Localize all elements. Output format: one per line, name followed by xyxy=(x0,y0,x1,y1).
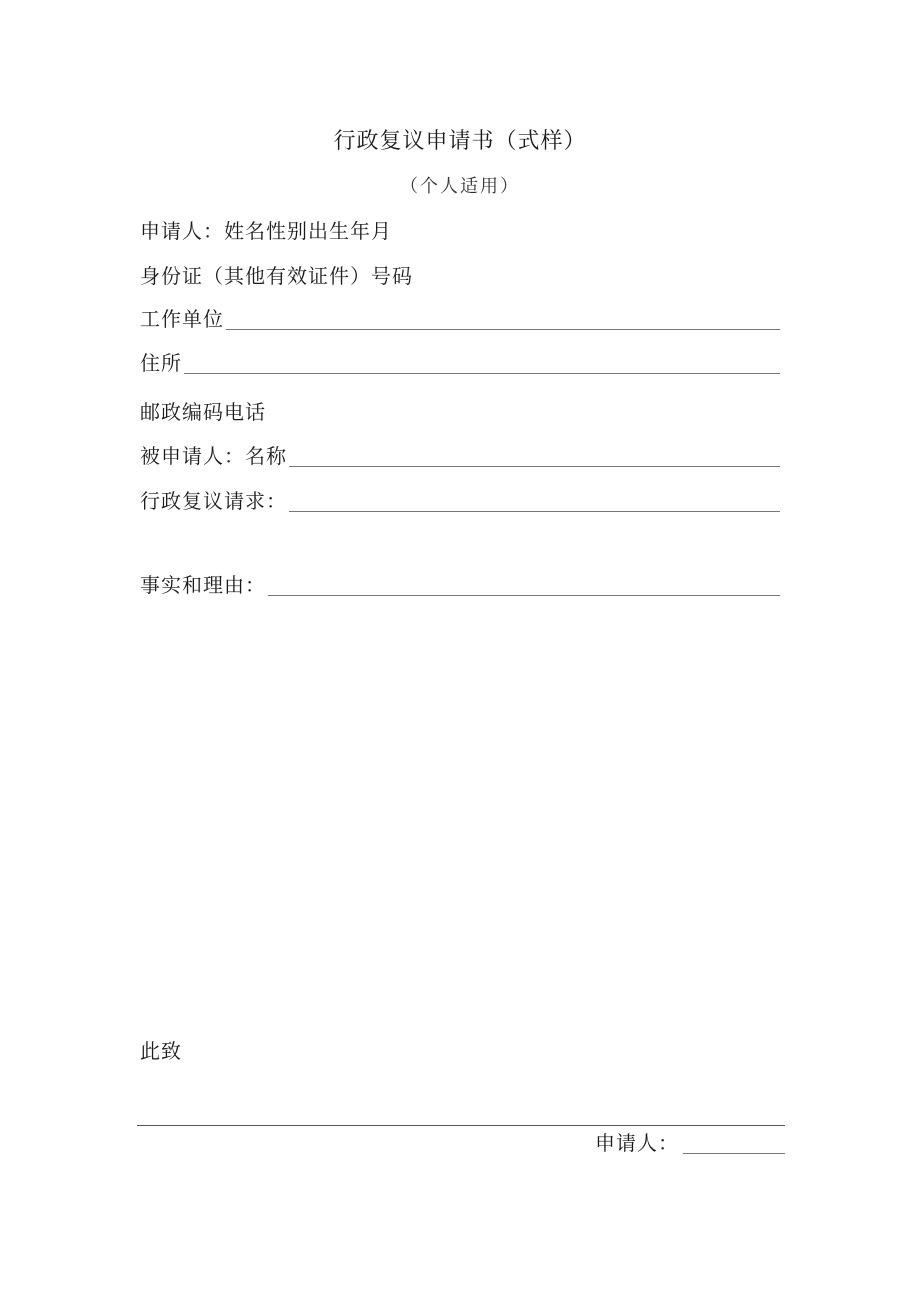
signature-label: 申请人： xyxy=(595,1131,679,1155)
applicant-info-line: 申请人：姓名性别出生年月 xyxy=(140,219,392,243)
postal-phone-line: 邮政编码电话 xyxy=(140,400,266,424)
request-label: 行政复议请求： xyxy=(140,489,287,513)
salutation: 此致 xyxy=(140,1039,182,1063)
document-subtitle: （个人适用） xyxy=(400,176,520,197)
respondent-label: 被申请人：名称 xyxy=(140,444,287,468)
workplace-field xyxy=(140,306,780,332)
request-field xyxy=(140,488,780,514)
facts-reasons-blank[interactable] xyxy=(268,575,780,596)
address-field xyxy=(140,350,780,376)
respondent-blank[interactable] xyxy=(289,446,780,467)
signature-field xyxy=(595,1130,785,1156)
signature-blank[interactable] xyxy=(683,1133,785,1154)
address-blank[interactable] xyxy=(184,353,780,374)
divider-line xyxy=(137,1125,785,1126)
facts-reasons-label: 事实和理由： xyxy=(140,573,266,597)
workplace-label: 工作单位 xyxy=(140,307,224,331)
facts-reasons-field xyxy=(140,572,780,598)
request-blank[interactable] xyxy=(289,491,780,512)
workplace-blank[interactable] xyxy=(226,309,780,330)
respondent-field xyxy=(140,443,780,469)
document-title: 行政复议申请书（式样） xyxy=(333,129,587,154)
address-label: 住所 xyxy=(140,351,182,375)
id-number-line: 身份证（其他有效证件）号码 xyxy=(140,264,413,288)
